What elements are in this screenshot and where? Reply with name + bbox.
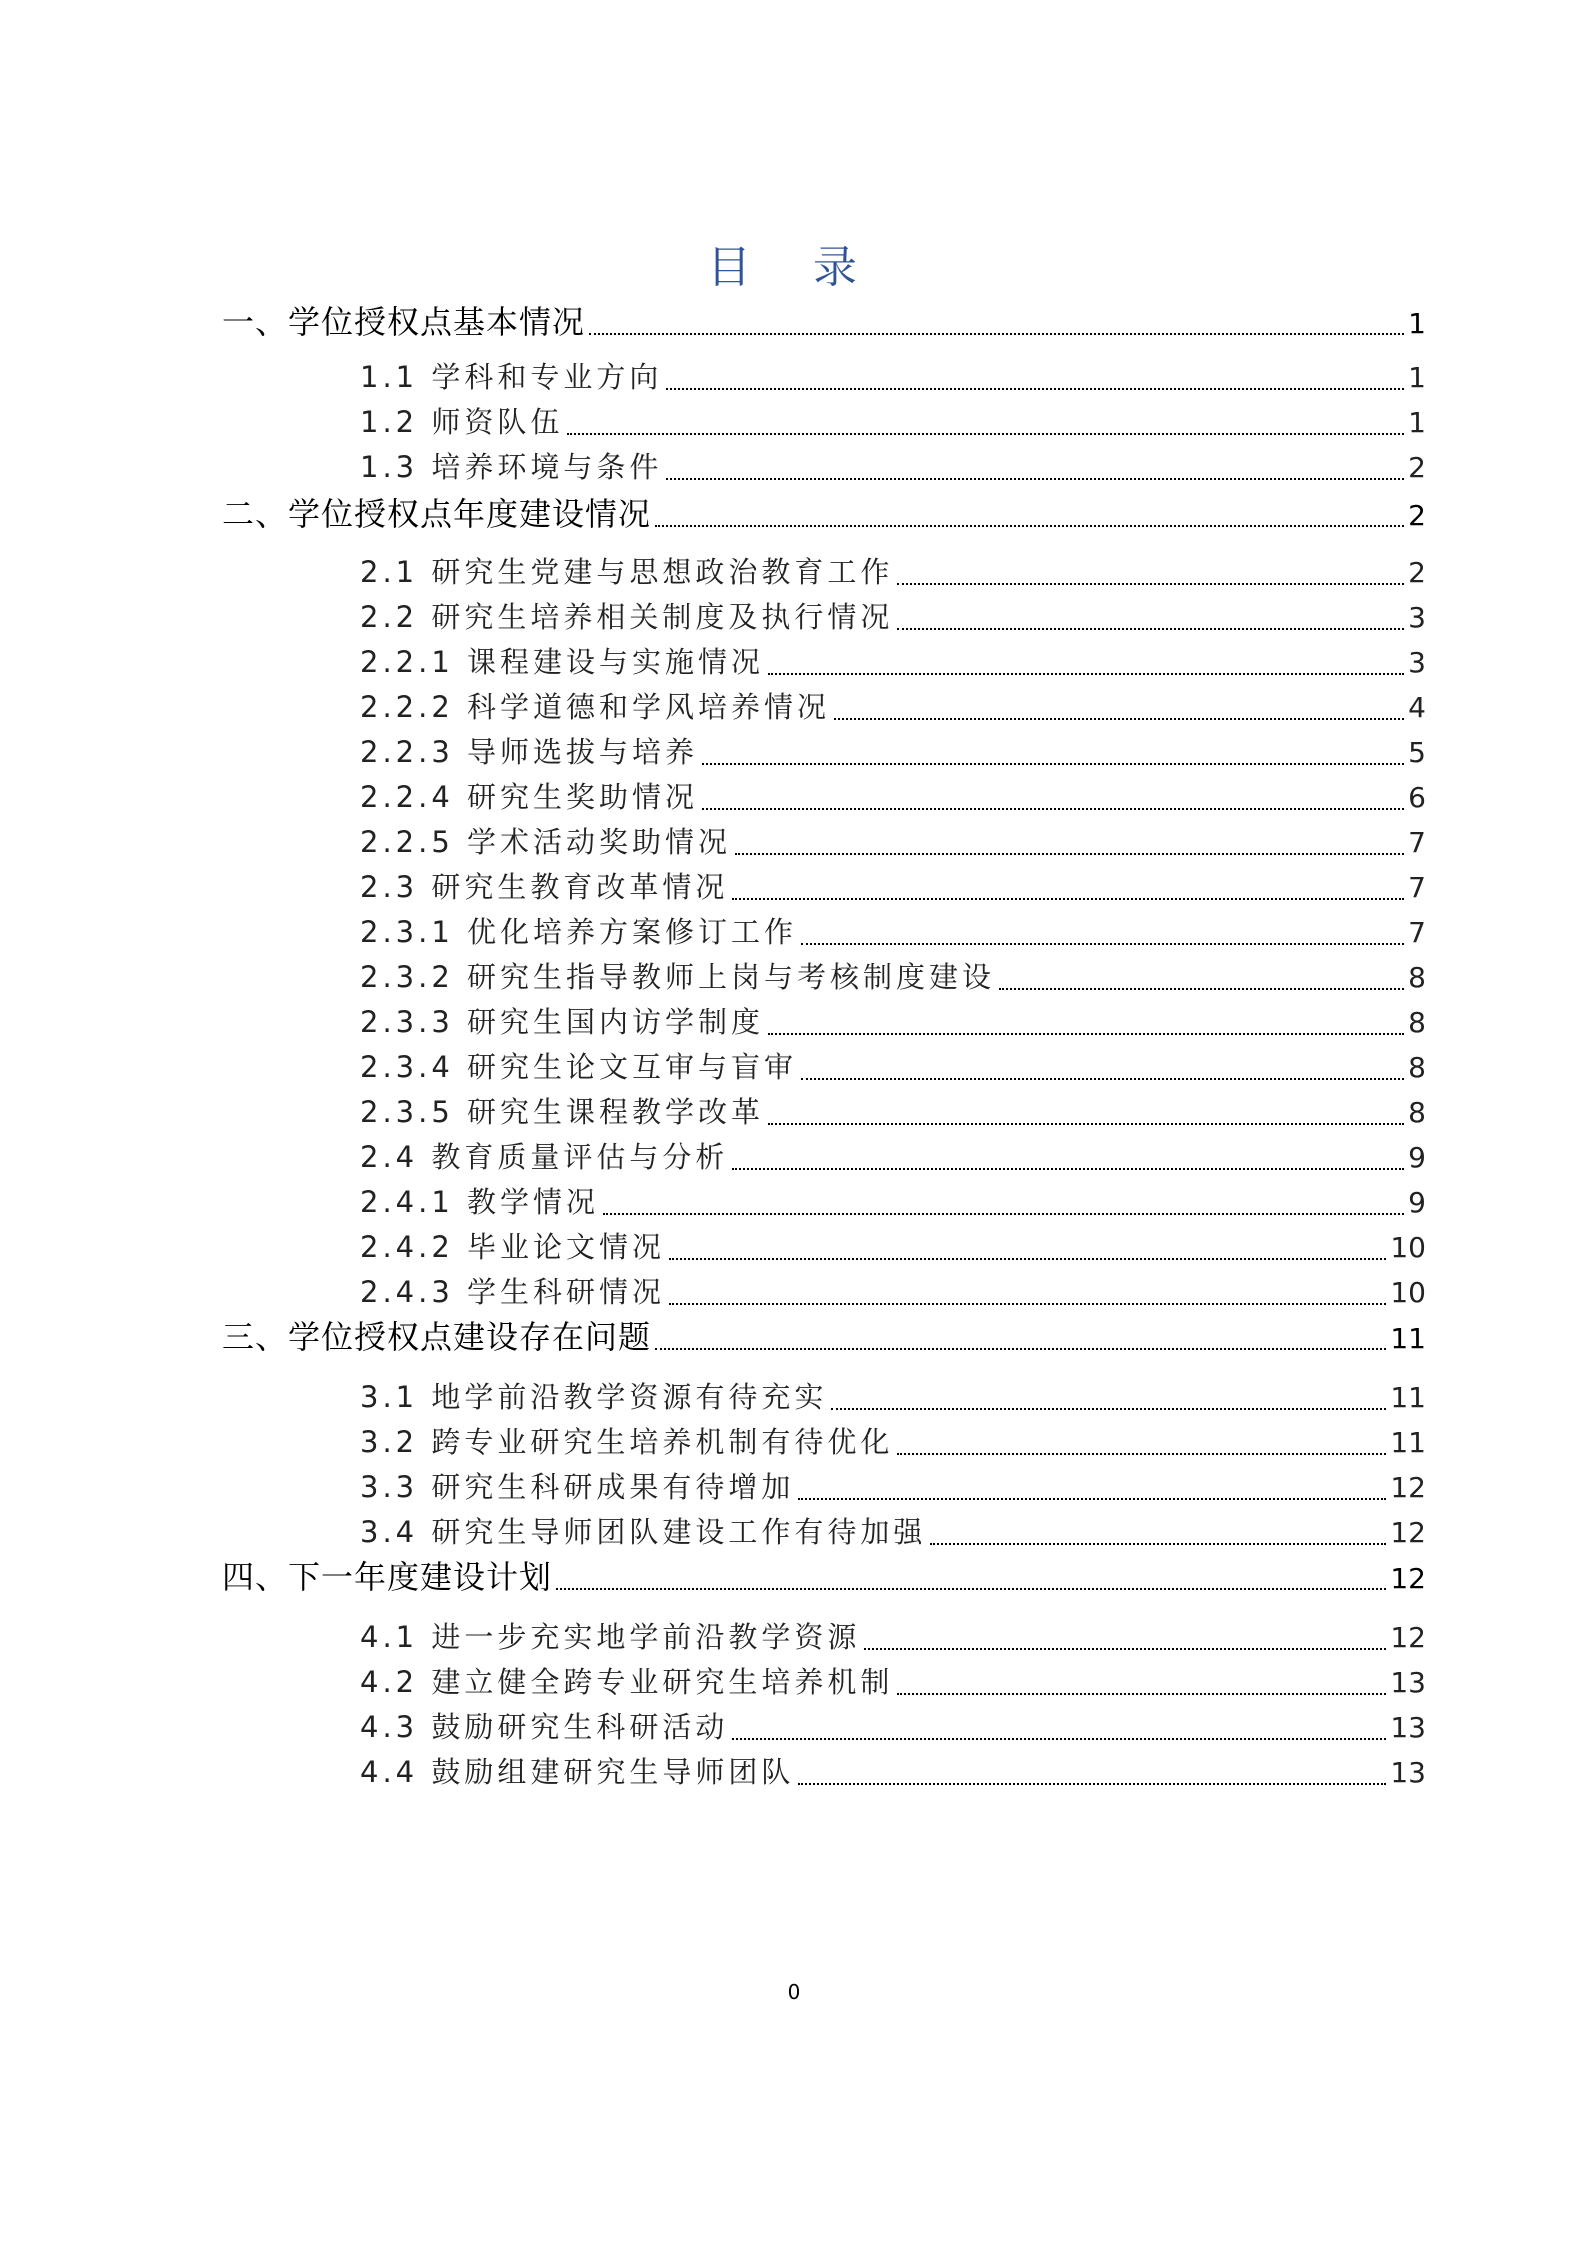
dot-leader <box>930 1543 1386 1545</box>
dot-leader <box>702 763 1404 765</box>
toc-entry-page-number: 2 <box>1408 451 1426 484</box>
toc-entry-page-number: 7 <box>1408 871 1426 904</box>
toc-entry-label: 1.2 师资队伍 <box>360 405 564 439</box>
toc-entry-label: 2.3.4 研究生论文互审与盲审 <box>360 1050 798 1084</box>
toc-entry-label: 2.3.5 研究生课程教学改革 <box>360 1095 765 1129</box>
toc-entry-label: 1.3 培养环境与条件 <box>360 450 663 484</box>
toc-section-entry[interactable] <box>222 492 1426 536</box>
toc-entry-label: 2.2.2 科学道德和学风培养情况 <box>360 690 831 724</box>
dot-leader <box>768 673 1404 675</box>
toc-entry-label: 二、学位授权点年度建设情况 <box>222 495 652 533</box>
toc-entry-page-number: 7 <box>1408 826 1426 859</box>
toc-entry-page-number: 8 <box>1408 1096 1426 1129</box>
toc-subsection-entry[interactable] <box>360 1750 1426 1794</box>
toc-entry-page-number: 10 <box>1390 1231 1426 1264</box>
toc-entry-page-number: 8 <box>1408 961 1426 994</box>
toc-entry-page-number: 12 <box>1390 1562 1426 1595</box>
toc-subsection-entry[interactable] <box>360 400 1426 444</box>
toc-entry-label: 2.2.1 课程建设与实施情况 <box>360 645 765 679</box>
toc-entry-page-number: 3 <box>1408 601 1426 634</box>
toc-entry-label: 2.2.3 导师选拔与培养 <box>360 735 699 769</box>
dot-leader <box>801 1078 1404 1080</box>
toc-subsection-entry[interactable] <box>360 595 1426 639</box>
toc-subsection-entry[interactable] <box>360 1000 1426 1044</box>
dot-leader <box>801 943 1404 945</box>
toc-subsection-entry[interactable] <box>360 1510 1426 1554</box>
toc-entry-page-number: 10 <box>1390 1276 1426 1309</box>
dot-leader <box>669 1258 1386 1260</box>
toc-entry-label: 3.1 地学前沿教学资源有待充实 <box>360 1380 828 1414</box>
toc-section-entry[interactable] <box>222 1315 1426 1359</box>
dot-leader <box>735 853 1404 855</box>
toc-entry-page-number: 11 <box>1390 1381 1426 1414</box>
toc-entry-page-number: 4 <box>1408 691 1426 724</box>
toc-subsection-entry[interactable] <box>360 865 1426 909</box>
toc-subsection-entry[interactable] <box>360 910 1426 954</box>
toc-entry-page-number: 13 <box>1390 1666 1426 1699</box>
toc-entry-label: 2.3.2 研究生指导教师上岗与考核制度建设 <box>360 960 996 994</box>
toc-entry-page-number: 2 <box>1408 499 1426 532</box>
toc-subsection-entry[interactable] <box>360 1375 1426 1419</box>
toc-entry-label: 2.4.1 教学情况 <box>360 1185 600 1219</box>
toc-entry-label: 4.3 鼓励研究生科研活动 <box>360 1710 729 1744</box>
toc-entry-page-number: 7 <box>1408 916 1426 949</box>
dot-leader <box>768 1033 1404 1035</box>
toc-entry-label: 2.4 教育质量评估与分析 <box>360 1140 729 1174</box>
toc-entry-page-number: 12 <box>1390 1516 1426 1549</box>
toc-subsection-entry[interactable] <box>360 1660 1426 1704</box>
toc-entry-label: 四、下一年度建设计划 <box>222 1558 553 1596</box>
toc-entry-label: 2.2.4 研究生奖助情况 <box>360 780 699 814</box>
dot-leader <box>768 1123 1404 1125</box>
toc-entry-page-number: 11 <box>1390 1322 1426 1355</box>
toc-entry-page-number: 8 <box>1408 1006 1426 1039</box>
toc-entry-label: 2.3.3 研究生国内访学制度 <box>360 1005 765 1039</box>
toc-entry-page-number: 1 <box>1408 406 1426 439</box>
toc-subsection-entry[interactable] <box>360 1465 1426 1509</box>
dot-leader <box>831 1408 1386 1410</box>
toc-title: 目 录 <box>707 242 881 293</box>
dot-leader <box>732 898 1404 900</box>
dot-leader <box>567 433 1404 435</box>
dot-leader <box>897 583 1404 585</box>
toc-subsection-entry[interactable] <box>360 1420 1426 1464</box>
toc-entry-label: 一、学位授权点基本情况 <box>222 303 586 341</box>
toc-entry-page-number: 8 <box>1408 1051 1426 1084</box>
toc-subsection-entry[interactable] <box>360 1135 1426 1179</box>
toc-section-entry[interactable] <box>222 1555 1426 1599</box>
dot-leader <box>669 1303 1386 1305</box>
dot-leader <box>732 1738 1386 1740</box>
toc-entry-label: 2.2 研究生培养相关制度及执行情况 <box>360 600 894 634</box>
toc-subsection-entry[interactable] <box>360 955 1426 999</box>
toc-entry-label: 3.3 研究生科研成果有待增加 <box>360 1470 795 1504</box>
toc-entry-page-number: 6 <box>1408 781 1426 814</box>
dot-leader <box>897 628 1404 630</box>
toc-entry-label: 2.3.1 优化培养方案修订工作 <box>360 915 798 949</box>
dot-leader <box>834 718 1404 720</box>
dot-leader <box>666 478 1404 480</box>
toc-subsection-entry[interactable] <box>360 1225 1426 1269</box>
toc-entry-page-number: 3 <box>1408 646 1426 679</box>
page-number: 0 <box>787 1980 801 2004</box>
dot-leader <box>603 1213 1404 1215</box>
dot-leader <box>589 333 1404 335</box>
toc-subsection-entry[interactable] <box>360 1615 1426 1659</box>
toc-entry-label: 4.2 建立健全跨专业研究生培养机制 <box>360 1665 894 1699</box>
dot-leader <box>702 808 1404 810</box>
toc-subsection-entry[interactable] <box>360 820 1426 864</box>
toc-entry-label: 4.1 进一步充实地学前沿教学资源 <box>360 1620 861 1654</box>
toc-entry-label: 三、学位授权点建设存在问题 <box>222 1318 652 1356</box>
dot-leader <box>999 988 1404 990</box>
toc-subsection-entry[interactable] <box>360 685 1426 729</box>
toc-subsection-entry[interactable] <box>360 775 1426 819</box>
dot-leader <box>666 388 1404 390</box>
dot-leader <box>864 1648 1386 1650</box>
dot-leader <box>655 525 1404 527</box>
toc-section-entry[interactable] <box>222 300 1426 344</box>
dot-leader <box>798 1498 1386 1500</box>
toc-entry-label: 4.4 鼓励组建研究生导师团队 <box>360 1755 795 1789</box>
toc-entry-page-number: 2 <box>1408 556 1426 589</box>
dot-leader <box>655 1348 1386 1350</box>
toc-entry-label: 2.2.5 学术活动奖助情况 <box>360 825 732 859</box>
dot-leader <box>897 1693 1386 1695</box>
toc-entry-page-number: 9 <box>1408 1186 1426 1219</box>
toc-entry-page-number: 11 <box>1390 1426 1426 1459</box>
toc-entry-label: 2.1 研究生党建与思想政治教育工作 <box>360 555 894 589</box>
toc-entry-page-number: 1 <box>1408 307 1426 340</box>
toc-entry-page-number: 1 <box>1408 361 1426 394</box>
toc-subsection-entry[interactable] <box>360 730 1426 774</box>
toc-subsection-entry[interactable] <box>360 1180 1426 1224</box>
toc-entry-label: 3.4 研究生导师团队建设工作有待加强 <box>360 1515 927 1549</box>
dot-leader <box>798 1783 1386 1785</box>
toc-subsection-entry[interactable] <box>360 640 1426 684</box>
toc-entry-label: 2.3 研究生教育改革情况 <box>360 870 729 904</box>
toc-entry-page-number: 12 <box>1390 1471 1426 1504</box>
toc-subsection-entry[interactable] <box>360 355 1426 399</box>
toc-entry-page-number: 13 <box>1390 1711 1426 1744</box>
toc-entry-page-number: 9 <box>1408 1141 1426 1174</box>
dot-leader <box>897 1453 1386 1455</box>
toc-subsection-entry[interactable] <box>360 445 1426 489</box>
toc-subsection-entry[interactable] <box>360 1270 1426 1314</box>
toc-subsection-entry[interactable] <box>360 1705 1426 1749</box>
toc-entry-label: 1.1 学科和专业方向 <box>360 360 663 394</box>
toc-entry-label: 2.4.3 学生科研情况 <box>360 1275 666 1309</box>
dot-leader <box>732 1168 1404 1170</box>
toc-entry-page-number: 12 <box>1390 1621 1426 1654</box>
toc-entry-page-number: 13 <box>1390 1756 1426 1789</box>
toc-subsection-entry[interactable] <box>360 550 1426 594</box>
toc-entry-label: 2.4.2 毕业论文情况 <box>360 1230 666 1264</box>
toc-subsection-entry[interactable] <box>360 1045 1426 1089</box>
dot-leader <box>556 1588 1386 1590</box>
toc-entry-page-number: 5 <box>1408 736 1426 769</box>
toc-subsection-entry[interactable] <box>360 1090 1426 1134</box>
toc-entry-label: 3.2 跨专业研究生培养机制有待优化 <box>360 1425 894 1459</box>
